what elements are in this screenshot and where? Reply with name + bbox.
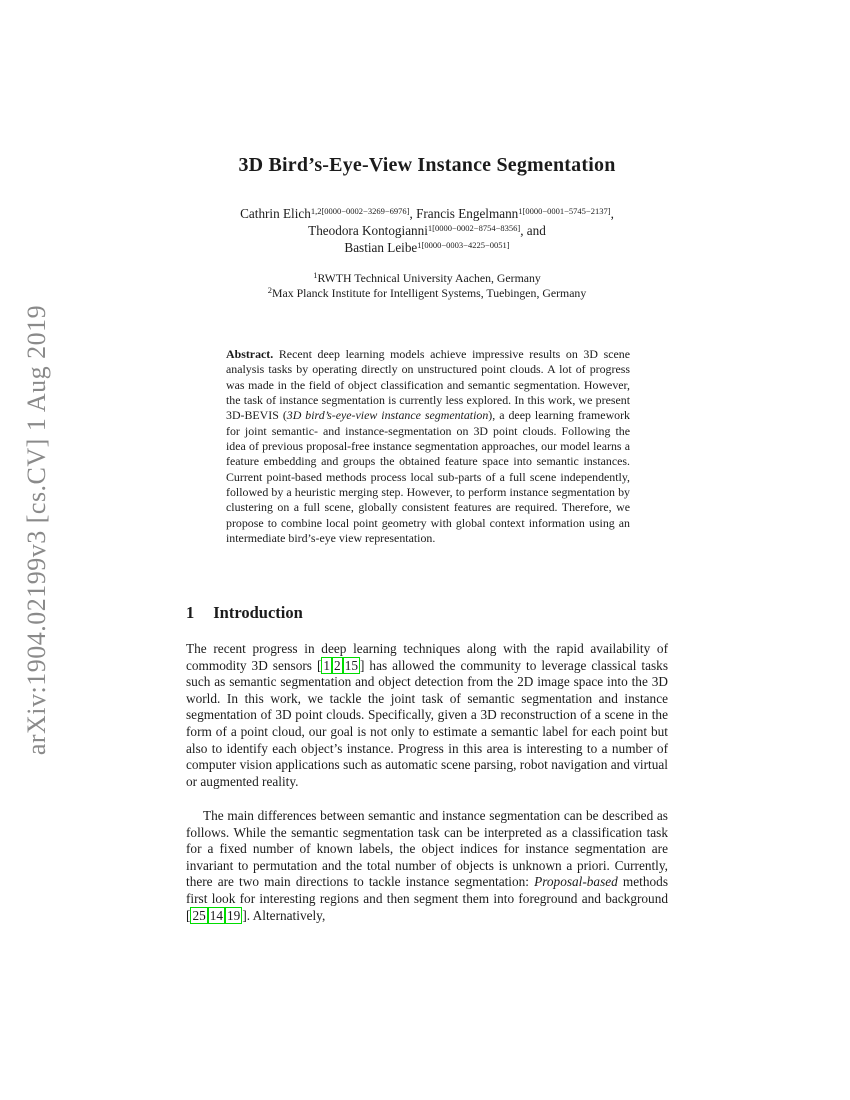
citation-link[interactable]: 15 <box>344 657 358 673</box>
orcid-superscript: 1[0000−0001−5745−2137] <box>518 206 611 216</box>
paragraph-text: . Alternatively, <box>246 907 326 923</box>
author-line-2 <box>186 222 668 239</box>
abstract-label: Abstract. <box>226 347 274 361</box>
abstract-text: ), a deep learning framework for joint semantic- and instance-segmentation on 3D point clouds. Following the idea of previous proposal-free instance segmentation approaches, our model learns a feature embedding and groups the obtained feature space into semantic instances. Current point-based methods process local sub-parts of a full scene independently, followed by a heuristic merging step. However, to perform instance segmentation by clustering on a full scene, globally consistent features are required. Therefore, we propose to combine local point geometry with global context information using an intermediate bird’s-eye view representation. <box>226 408 631 546</box>
author-line-3 <box>186 239 668 256</box>
author-separator: , <box>409 206 417 221</box>
paragraph-text: methods first look for interesting regions and then segment them into foreground and background <box>186 874 668 906</box>
citation-link[interactable]: 25 <box>192 907 206 923</box>
section-title: Introduction <box>213 603 303 622</box>
author-separator: , <box>610 206 614 221</box>
paper-content-column <box>186 0 668 1100</box>
paragraph-text: has allowed the community to leverage classical tasks such as semantic segmentation and object detection from the 2D image space into the 3D world. In this work, we tackle the joint task of semantic segmentation and instance segmentation of 3D point clouds. Specifically, given a 3D reconstruction of a scene in the form of a point cloud, our goal is not only to estimate a semantic label for each point but also to identify each object’s instance. Progress in this area is interesting to a number of computer vision applications such as automatic scene parsing, robot navigation and virtual or augmented reality. <box>186 657 668 789</box>
citation-bracket: [ <box>186 907 191 923</box>
affiliation-line-1 <box>186 271 668 286</box>
intro-paragraph-1 <box>186 641 668 790</box>
abstract-text: Recent deep learning models achieve impressive results on 3D scene analysis tasks by operating directly on unstructured point clouds. A lot of progress was made in the field of object classification and semantic segmentation. However, the task of instance segmentation is currently less explored. In this work, we present 3D-BEVIS ( <box>226 347 630 423</box>
citation-link[interactable]: 14 <box>209 907 224 923</box>
section-number: 1 <box>186 603 195 622</box>
abstract-italic-term: 3D bird’s-eye-view instance segmentation <box>286 408 489 423</box>
affiliation-text: Max Planck Institute for Intelligent Systems, Tuebingen, Germany <box>272 286 587 300</box>
paragraph-text: The main differences between semantic and instance segmentation can be described as follows. While the semantic segmentation task can be interpreted as a classification task for a fixed number of known labels, the object indices for instance segmentation are invariant to permutation and the total number of objects is unknown a priori. Currently, there are two main directions to tackle instance segmentation: <box>186 808 668 890</box>
citation-group <box>317 657 364 674</box>
affiliation-block <box>186 271 668 301</box>
orcid-superscript: 1[0000−0002−8754−8356] <box>427 223 521 233</box>
citation-link[interactable]: 1 <box>323 657 331 673</box>
author-separator: , and <box>520 223 546 238</box>
author-name: Francis Engelmann <box>416 206 519 221</box>
orcid-superscript: 1,2[0000−0002−3269−6976] <box>310 206 410 216</box>
abstract <box>226 347 630 546</box>
author-name: Theodora Kontogianni <box>308 223 428 238</box>
paper-title: 3D Bird’s-Eye-View Instance Segmentation <box>238 154 616 176</box>
author-line-1 <box>186 205 668 222</box>
citation-bracket: [ <box>316 657 322 673</box>
affiliation-marker: 2 <box>267 285 273 295</box>
citation-link[interactable]: 19 <box>227 907 241 923</box>
author-block <box>186 205 668 256</box>
paragraph-text: The recent progress in deep learning techniques along with the rapid availability of commodity 3D sensors <box>186 641 668 673</box>
author-name: Cathrin Elich <box>240 206 311 221</box>
affiliation-marker: 1 <box>313 270 318 280</box>
affiliation-text: RWTH Technical University Aachen, Germany <box>317 271 541 285</box>
section-heading-introduction <box>186 603 303 623</box>
citation-group <box>186 907 247 924</box>
citation-bracket: ] <box>242 907 247 923</box>
citation-bracket: ] <box>360 657 365 673</box>
citation-link[interactable]: 2 <box>334 657 341 673</box>
author-name: Bastian Leibe <box>344 240 418 255</box>
orcid-superscript: 1[0000−0003−4225−0051] <box>417 240 510 250</box>
affiliation-line-2 <box>186 286 668 301</box>
intro-paragraph-2 <box>186 808 668 924</box>
italic-term: Proposal-based <box>534 874 618 890</box>
arxiv-stamp: arXiv:1904.02199v3 [cs.CV] 1 Aug 2019 <box>22 304 51 756</box>
